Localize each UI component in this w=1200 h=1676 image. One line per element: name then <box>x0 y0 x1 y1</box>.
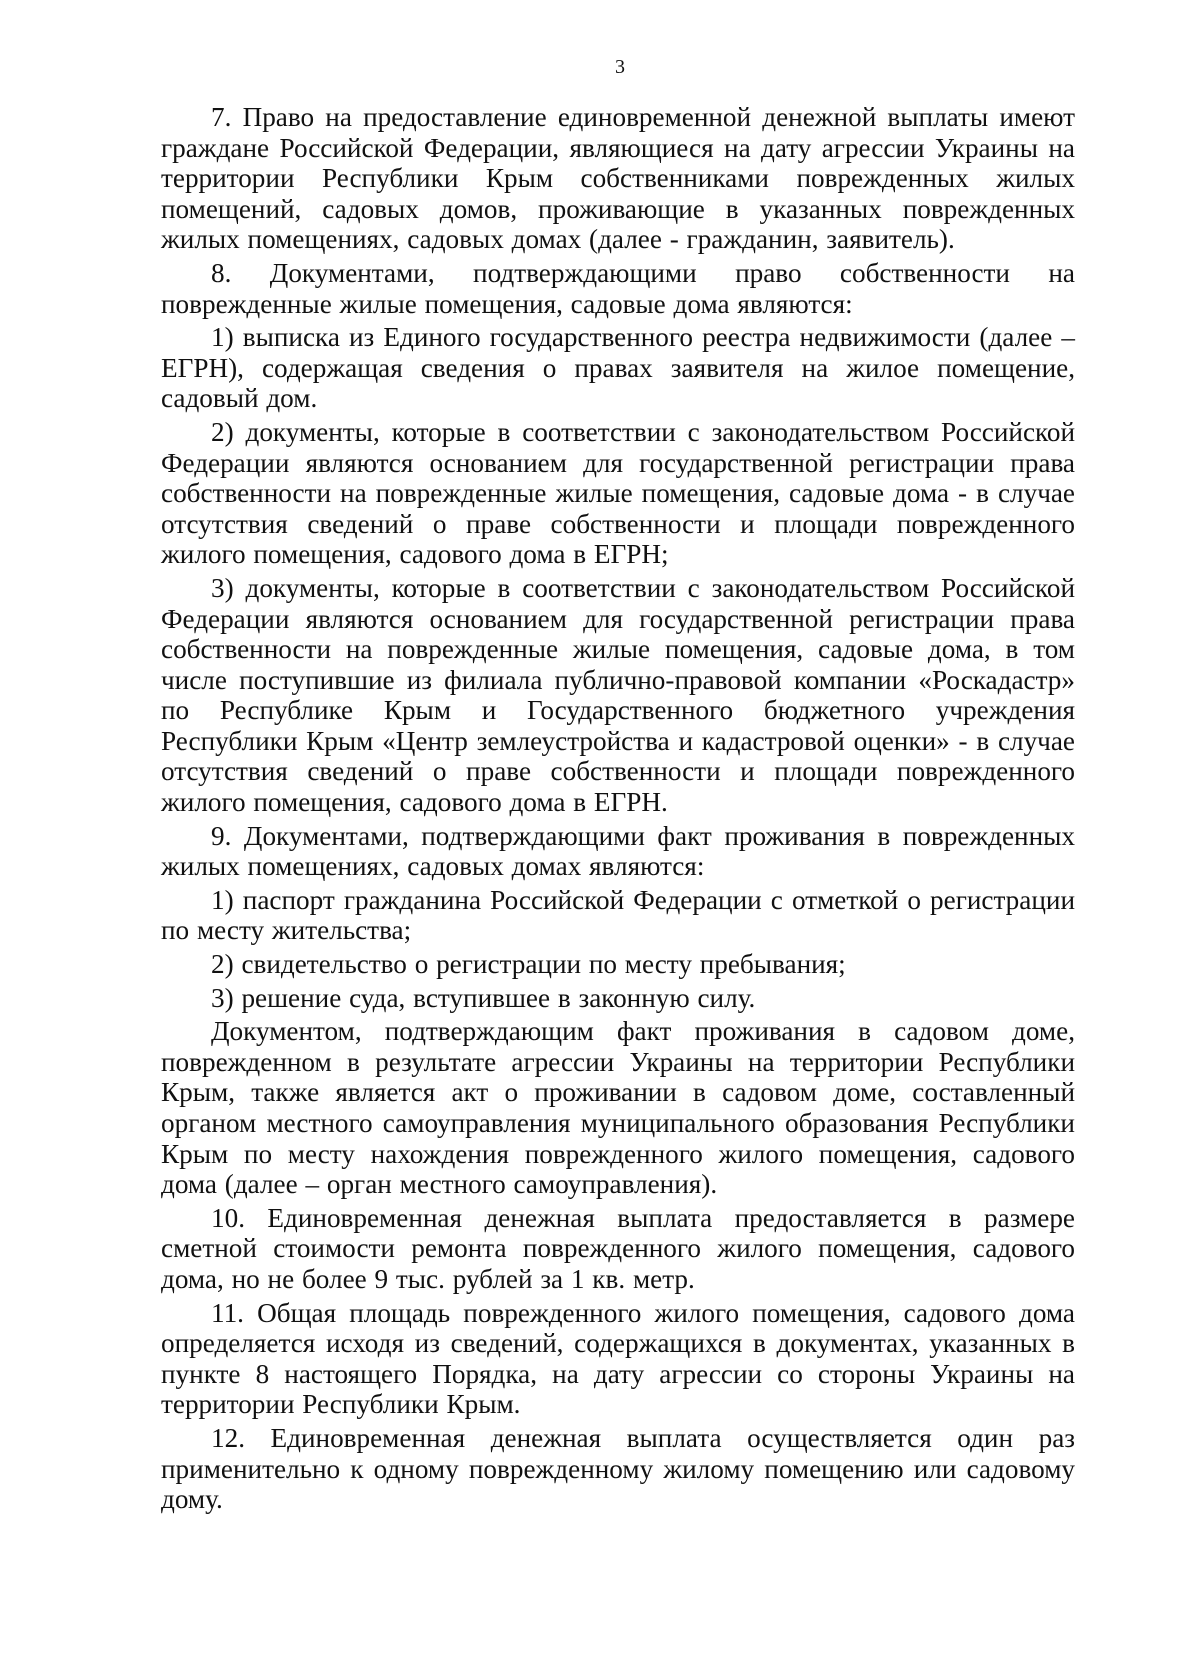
paragraph-9-item-1: 1) паспорт гражданина Российской Федерации с отметкой о регистрации по месту жительства; <box>161 884 1075 946</box>
page-number: 3 <box>615 56 625 78</box>
paragraph-9: 9. Документами, подтверждающими факт проживания в поврежденных жилых помещениях, садовых домах являются: <box>161 820 1075 882</box>
paragraph-8-item-1: 1) выписка из Единого государственного реестра недвижимости (далее – ЕГРН), содержащая сведения о правах заявителя на жилое помещение, садовый дом. <box>161 322 1075 414</box>
paragraph-12: 12. Единовременная денежная выплата осуществляется один раз применительно к одному поврежденному жилому помещению или садовому дому. <box>161 1422 1075 1515</box>
paragraph-9-item-2: 2) свидетельство о регистрации по месту пребывания; <box>211 949 846 980</box>
paragraph-8-item-2: 2) документы, которые в соответствии с законодательством Российской Федерации являются основанием для государственной регистрации права собственности на поврежденные жилые помещения, садовые дома - в случае отсутствия сведений о праве собственности и площади поврежденного жилого помещения, садового дома в ЕГРН; <box>161 416 1075 570</box>
paragraph-8: 8. Документами, подтверждающими право собственности на поврежденные жилые помещения, садовые дома являются: <box>161 257 1075 319</box>
paragraph-9-item-3: 3) решение суда, вступившее в законную силу. <box>211 982 756 1013</box>
document-body <box>161 102 1075 1518</box>
paragraph-11: 11. Общая площадь поврежденного жилого помещения, садового дома определяется исходя из сведений, содержащихся в документах, указанных в пункте 8 настоящего Порядка, на дату агрессии со стороны Украины на территории Республики Крым. <box>161 1297 1075 1420</box>
paragraph-7: 7. Право на предоставление единовременной денежной выплаты имеют граждане Российской Федерации, являющиеся на дату агрессии Украины на территории Республики Крым собственниками поврежденных жилых помещений, садовых домов, проживающие в указанных поврежденных жилых помещениях, садовых домах (далее - гражданин, заявитель). <box>161 102 1075 255</box>
paragraph-10: 10. Единовременная денежная выплата предоставляется в размере сметной стоимости ремонта поврежденного жилого помещения, садового дома, но не более 9 тыс. рублей за 1 кв. метр. <box>161 1202 1075 1294</box>
paragraph-9-note: Документом, подтверждающим факт проживания в садовом доме, поврежденном в результате агрессии Украины на территории Республики Крым, также является акт о проживании в садовом доме, составленный органом местного самоуправления муниципального образования Республики Крым по месту нахождения поврежденного жилого помещения, садового дома (далее – орган местного самоуправления). <box>161 1016 1075 1200</box>
paragraph-8-item-3: 3) документы, которые в соответствии с законодательством Российской Федерации являются основанием для государственной регистрации права собственности на поврежденные жилые помещения, садовые дома, в том числе поступившие из филиала публично-правовой компании «Роскадастр» по Республике Крым и Государственного бюджетного учреждения Республики Крым «Центр землеустройства и кадастровой оценки» - в случае отсутствия сведений о праве собственности и площади поврежденного жилого помещения, садового дома в ЕГРН. <box>161 572 1075 818</box>
